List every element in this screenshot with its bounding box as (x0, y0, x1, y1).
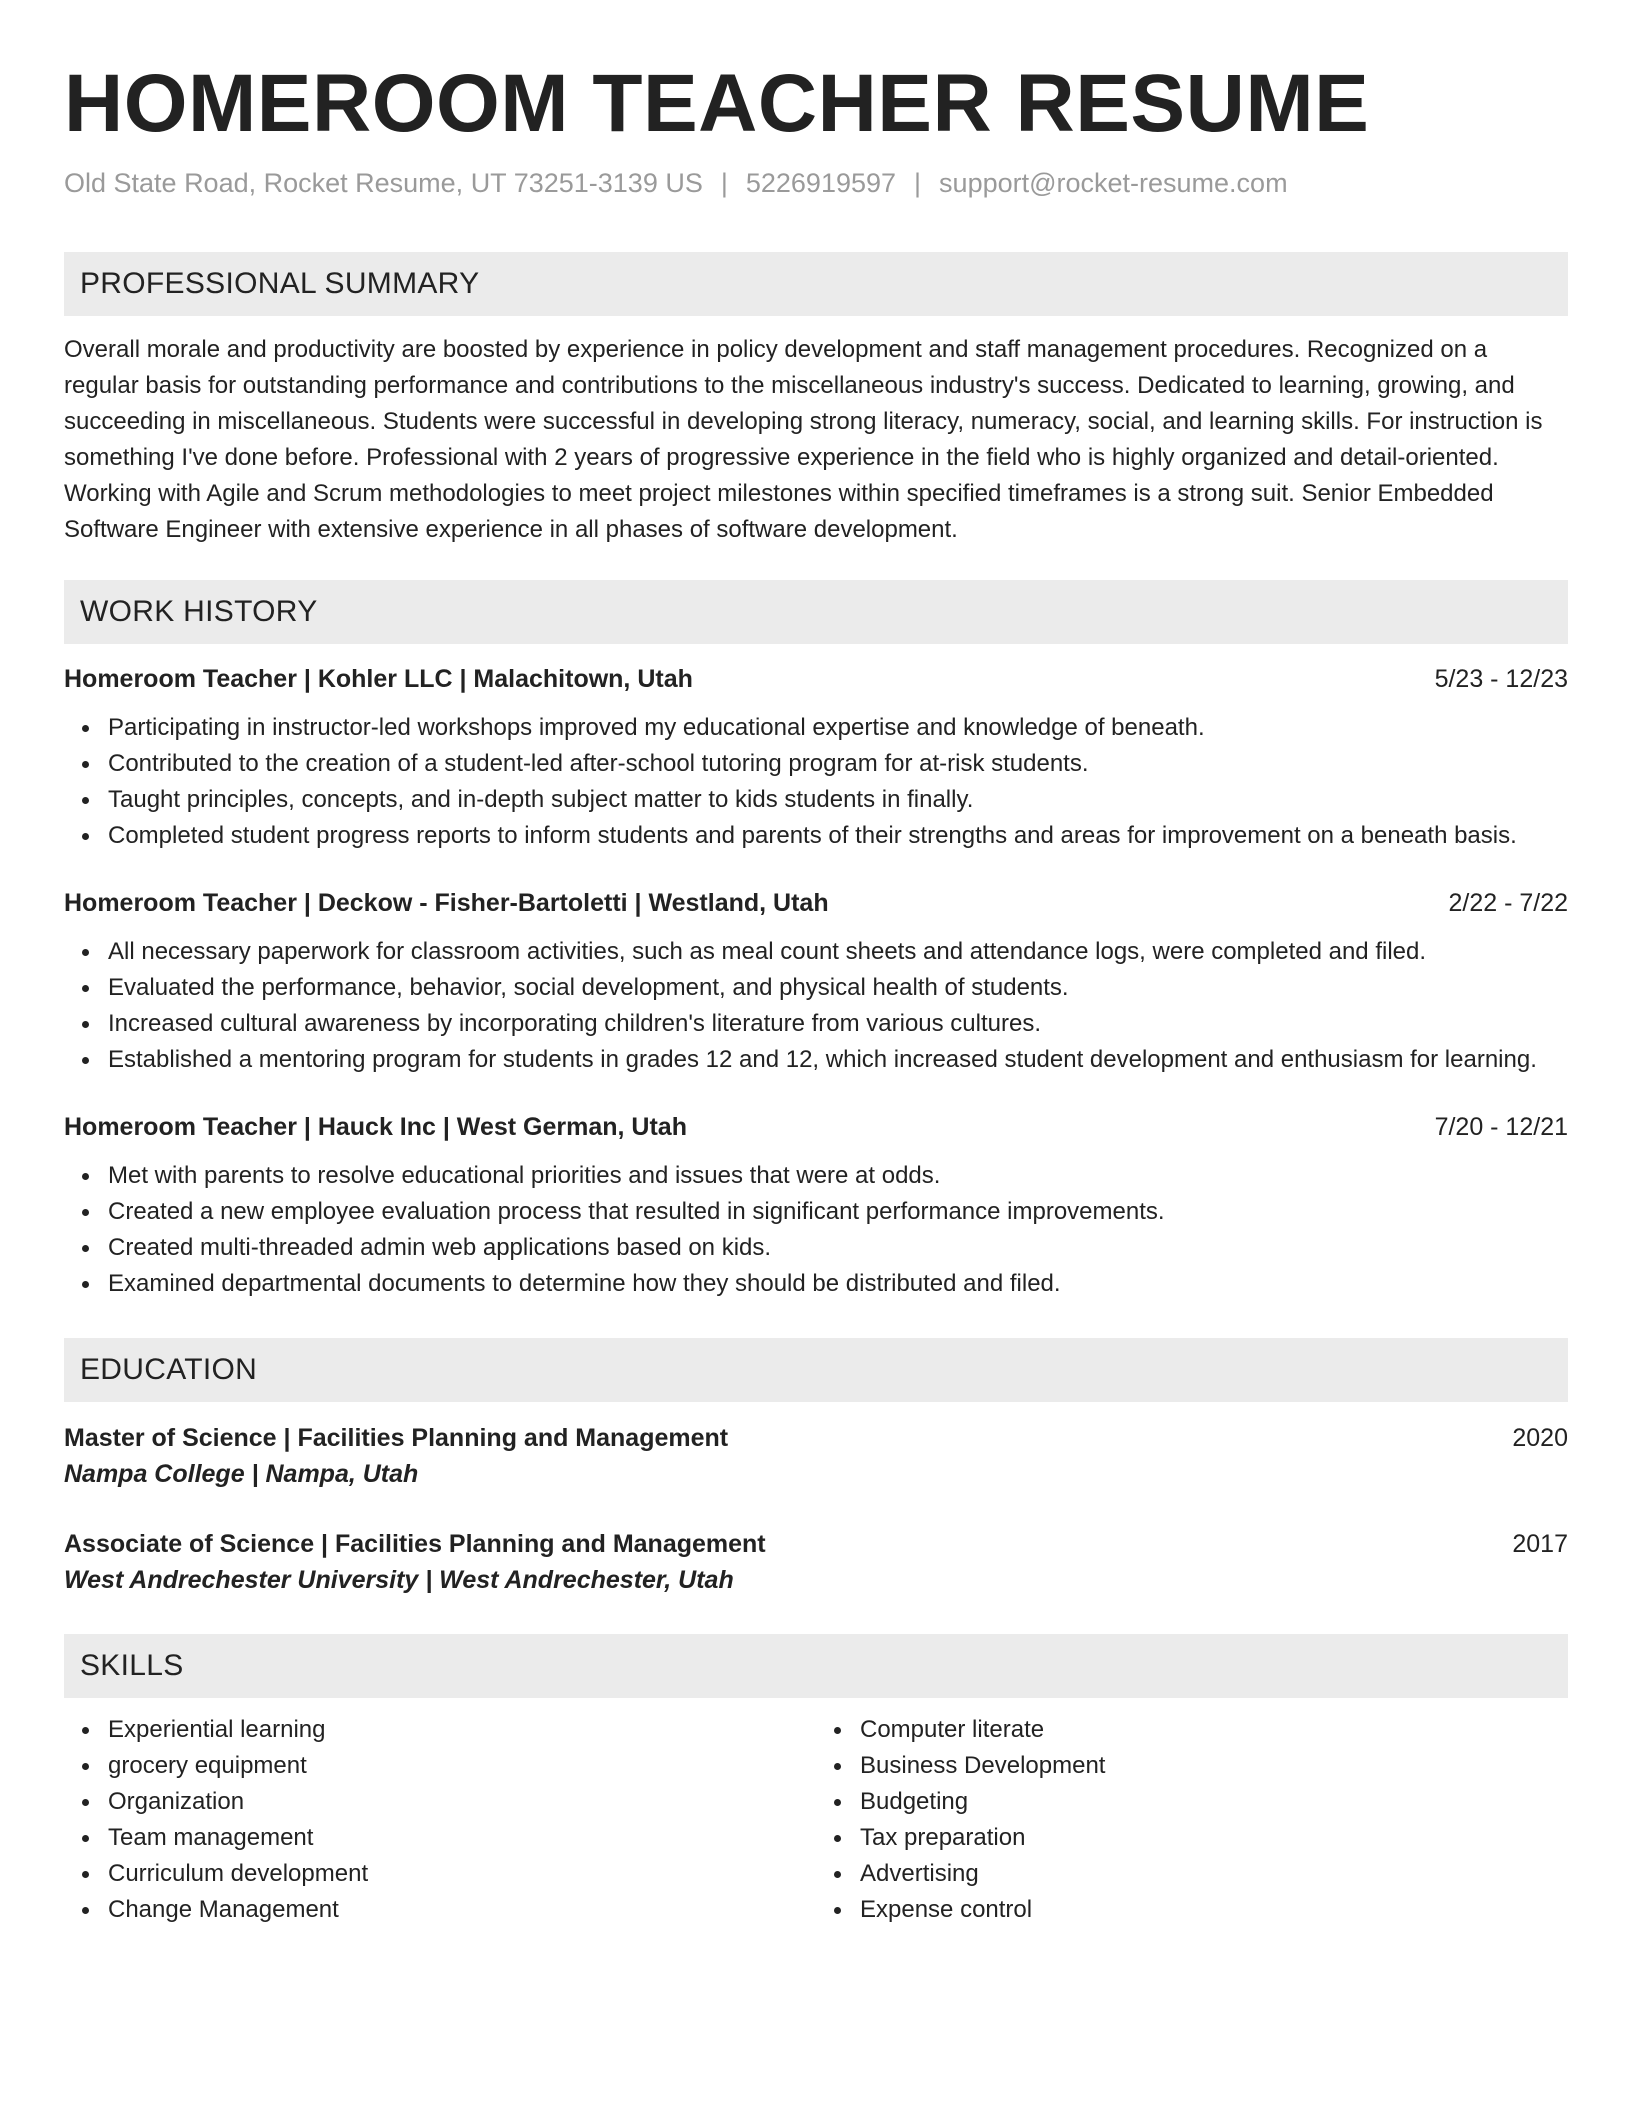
education-year: 2020 (1512, 1424, 1568, 1452)
contact-separator: | (720, 168, 728, 198)
job-title: Homeroom Teacher | Hauck Inc | West German, Utah (64, 1113, 687, 1141)
job-dates: 2/22 - 7/22 (1448, 889, 1568, 917)
job-bullets (64, 710, 1568, 854)
education-school: Nampa College | Nampa, Utah (64, 1460, 419, 1488)
skills-list-right (816, 1712, 1568, 1928)
job-bullet: Created multi-threaded admin web applications based on kids. (108, 1230, 1568, 1266)
skill-item: Curriculum development (108, 1856, 816, 1892)
skill-item: grocery equipment (108, 1748, 816, 1784)
job-entry (64, 662, 1568, 854)
job-dates: 7/20 - 12/21 (1434, 1113, 1568, 1141)
summary-text: Overall morale and productivity are boosted by experience in policy development and staff management procedures. Recognized on a regular basis for outstanding performance and contributions to the miscellaneous industry's success. Dedicated to learning, growing, and succeeding in miscellaneous. Students were successful in developing strong literacy, numeracy, social, and learning skills. For instruction is something I've done before. Professional with 2 years of progressive experience in the field who is highly organized and detail-oriented. Working with Agile and Scrum methodologies to meet project milestones within specified timeframes is a strong suit. Senior Embedded Software Engineer with extensive experience in all phases of software development. (64, 336, 1543, 543)
education-school: West Andrechester University | West Andrechester, Utah (64, 1566, 734, 1594)
section-header-education: EDUCATION (64, 1338, 1568, 1402)
job-bullet: All necessary paperwork for classroom activities, such as meal count sheets and attendance logs, were completed and filed. (108, 934, 1568, 970)
job-bullet: Met with parents to resolve educational priorities and issues that were at odds. (108, 1158, 1568, 1194)
contact-address: Old State Road, Rocket Resume, UT 73251-3139 US (64, 168, 703, 198)
contact-line (64, 166, 1568, 200)
skill-item: Experiential learning (108, 1712, 816, 1748)
skills-columns (64, 1712, 1568, 1928)
job-title: Homeroom Teacher | Deckow - Fisher-Bartoletti | Westland, Utah (64, 889, 829, 917)
skill-item: Computer literate (860, 1712, 1568, 1748)
job-header (64, 886, 1568, 920)
education-header (64, 1420, 1568, 1456)
job-bullets (64, 934, 1568, 1078)
education-degree: Master of Science | Facilities Planning and Management (64, 1424, 729, 1452)
contact-separator: | (914, 168, 922, 198)
skill-item: Team management (108, 1820, 816, 1856)
education-entry (64, 1526, 1568, 1598)
section-header-summary: PROFESSIONAL SUMMARY (64, 252, 1568, 316)
job-bullets (64, 1158, 1568, 1302)
education-entry (64, 1420, 1568, 1492)
job-bullet: Participating in instructor-led workshops improved my educational expertise and knowledge of beneath. (108, 710, 1568, 746)
skill-item: Budgeting (860, 1784, 1568, 1820)
section-header-skills: SKILLS (64, 1634, 1568, 1698)
skill-item: Business Development (860, 1748, 1568, 1784)
resume-title: HOMEROOM TEACHER RESUME (64, 58, 1370, 149)
job-bullet: Completed student progress reports to inform students and parents of their strengths and areas for improvement on a beneath basis. (108, 818, 1568, 854)
job-dates: 5/23 - 12/23 (1434, 665, 1568, 693)
job-bullet: Established a mentoring program for students in grades 12 and 12, which increased student development and enthusiasm for learning. (108, 1042, 1568, 1078)
education-year: 2017 (1512, 1530, 1568, 1558)
education-header (64, 1526, 1568, 1562)
job-bullet: Increased cultural awareness by incorporating children's literature from various cultures. (108, 1006, 1568, 1042)
education-degree: Associate of Science | Facilities Planning and Management (64, 1530, 766, 1558)
job-bullet: Taught principles, concepts, and in-depth subject matter to kids students in finally. (108, 782, 1568, 818)
job-entry (64, 1110, 1568, 1302)
section-header-work-history: WORK HISTORY (64, 580, 1568, 644)
job-entry (64, 886, 1568, 1078)
job-bullet: Created a new employee evaluation process that resulted in significant performance improvements. (108, 1194, 1568, 1230)
contact-email: support@rocket-resume.com (939, 168, 1288, 198)
contact-phone: 5226919597 (745, 168, 897, 198)
skills-list-left (64, 1712, 816, 1928)
job-bullet: Examined departmental documents to determine how they should be distributed and filed. (108, 1266, 1568, 1302)
job-bullet: Evaluated the performance, behavior, social development, and physical health of students. (108, 970, 1568, 1006)
job-header (64, 662, 1568, 696)
job-title: Homeroom Teacher | Kohler LLC | Malachitown, Utah (64, 665, 693, 693)
skill-item: Expense control (860, 1892, 1568, 1928)
skill-item: Organization (108, 1784, 816, 1820)
skill-item: Tax preparation (860, 1820, 1568, 1856)
skill-item: Change Management (108, 1892, 816, 1928)
job-bullet: Contributed to the creation of a student-led after-school tutoring program for at-risk students. (108, 746, 1568, 782)
job-header (64, 1110, 1568, 1144)
skill-item: Advertising (860, 1856, 1568, 1892)
